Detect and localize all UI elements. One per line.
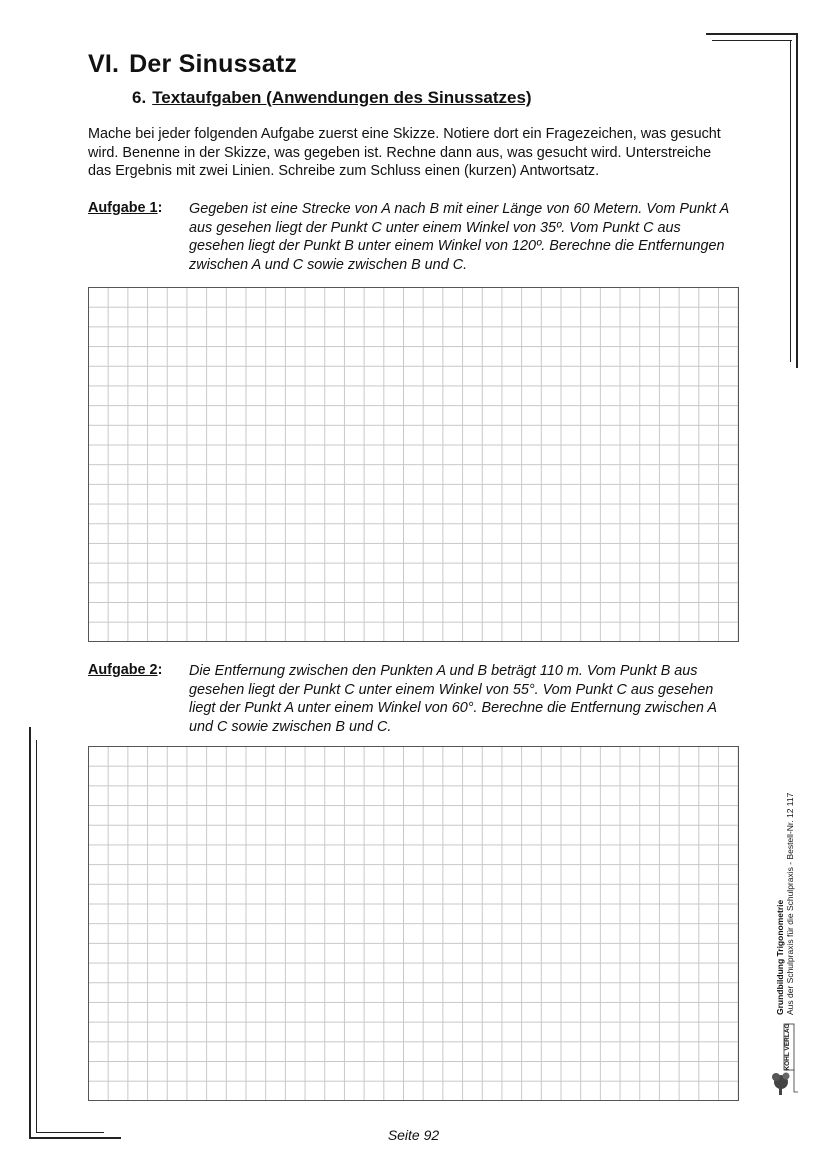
frame-line-top-right-v1	[796, 33, 798, 368]
chapter-number: VI.	[88, 50, 120, 78]
frame-line-bottom-left-v1	[29, 727, 31, 1139]
task-1-label: Aufgabe 1:	[88, 200, 163, 216]
section-title-text: Textaufgaben (Anwendungen des Sinussatzes)	[152, 88, 532, 107]
chapter-title-text: Der Sinussatz	[129, 50, 298, 78]
sidebar-subtitle: Aus der Schulpraxis für die Schulpraxis - Bestell-Nr. 12 117	[785, 792, 795, 1015]
intro-text: Mache bei jeder folgenden Aufgabe zuerst eine Skizze. Notiere dort ein Fragezeichen, was gesucht wird. Benenne in der Skizze, was gegeben ist. Rechne dann aus, was gesucht wird. Unterstreiche das Ergebnis mit zwei Linien. Schreibe zum Schluss einen (kurzen) Antwortsatz.	[88, 126, 721, 179]
chapter-title	[88, 50, 297, 79]
frame-line-top-right-h1	[706, 33, 798, 35]
section-title	[132, 88, 532, 108]
task-1-answer-grid[interactable]	[88, 287, 739, 642]
publisher-name: KOHL VERLAG	[784, 1023, 791, 1071]
sidebar-publication-info	[775, 715, 795, 1015]
frame-line-top-right-h2	[712, 40, 792, 41]
task-1-text: Gegeben ist eine Strecke von A nach B mit einer Länge von 60 Metern. Vom Punkt A aus gesehen liegt der Punkt C unter einem Winkel von 35º. Vom Punkt C aus gesehen liegt der Punkt B unter einem Winkel von 120º. Berechne die Entfernungen zwischen A und C sowie zwischen B und C.	[189, 201, 729, 273]
task-2-label: Aufgabe 2:	[88, 662, 163, 678]
section-number: 6.	[132, 88, 147, 107]
frame-line-top-right-v2	[790, 40, 791, 362]
frame-line-bottom-left-v2	[36, 740, 37, 1133]
sidebar-title: Grundbildung Trigonometrie	[775, 899, 785, 1015]
task-2-text: Die Entfernung zwischen den Punkten A und B beträgt 110 m. Vom Punkt B aus gesehen liegt der Punkt C unter einem Winkel von 55°. Vom Punkt C aus gesehen liegt der Punkt A unter einem Winkel von 60°. Berechne die Entfernung zwischen A und C sowie zwischen B und C.	[189, 663, 717, 735]
publisher-logo-icon	[768, 1022, 808, 1098]
task-2-answer-grid[interactable]	[88, 746, 739, 1101]
page-number: Seite 92	[387, 1127, 440, 1143]
